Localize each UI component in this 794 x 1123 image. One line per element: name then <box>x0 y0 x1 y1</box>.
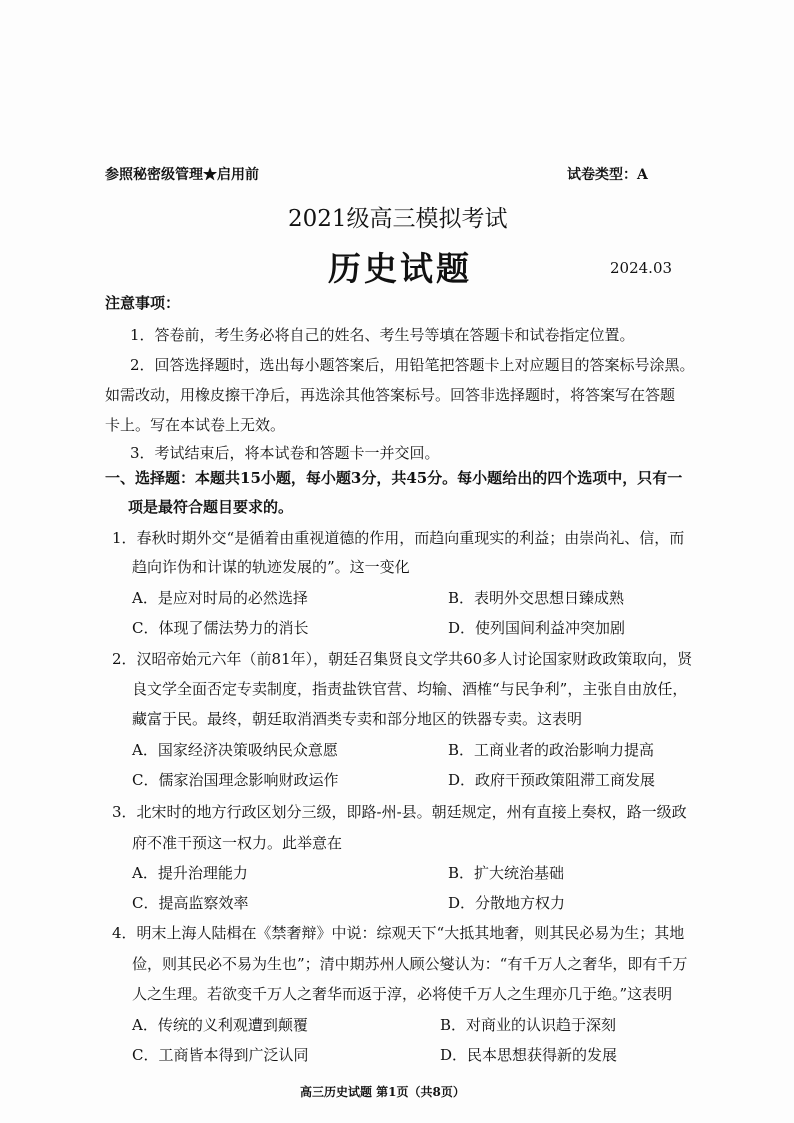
question-stem: 人之生理。若欲变千万人之奢华而返于淳，必将使千万人之生理亦几于绝。”这表明 <box>132 985 673 1003</box>
subject-title: 历史试题 <box>328 249 472 288</box>
option-d: D．政府干预政策阻滞工商发展 <box>448 771 656 789</box>
option-a: A．传统的义利观遭到颠覆 <box>132 1016 308 1034</box>
question-stem: 2．汉昭帝始元六年（前81年），朝廷召集贤良文学共60多人讨论国家财政政策取向，贤 <box>112 650 693 668</box>
question-stem: 良文学全面否定专卖制度，指责盐铁官营、均输、酒榷“与民争利”，主张自由放任， <box>132 680 688 698</box>
option-a: A．是应对时局的必然选择 <box>132 589 308 607</box>
option-c: C．工商皆本得到广泛认同 <box>132 1046 309 1064</box>
section-heading-cont: 项是最符合题目要求的。 <box>128 498 294 516</box>
paper-type-label: 试卷类型：A <box>567 167 648 183</box>
option-d: D．民本思想获得新的发展 <box>440 1046 618 1064</box>
notice-line: 如需改动，用橡皮擦干净后，再选涂其他答案标号。回答非选择题时，将答案写在答题 <box>105 386 676 404</box>
option-d: D．分散地方权力 <box>448 894 566 912</box>
notice-line: 2．回答选择题时，选出每小题答案后，用铅笔把答题卡上对应题目的答案标号涂黑。 <box>130 356 695 374</box>
option-a: A．国家经济决策吸纳民众意愿 <box>132 741 338 759</box>
option-c: C．儒家治国理念影响财政运作 <box>132 771 339 789</box>
option-b: B．表明外交思想日臻成熟 <box>448 589 625 607</box>
notice-line: 1．答卷前，考生务必将自己的姓名、考生号等填在答题卡和试卷指定位置。 <box>130 326 635 344</box>
option-b: B．工商业者的政治影响力提高 <box>448 741 655 759</box>
question-stem: 1．春秋时期外交“是循着由重视道德的作用，而趋向重现实的利益；由崇尚礼、信，而 <box>112 529 685 547</box>
question-stem: 趋向诈伪和计谋的轨迹发展的”。这一变化 <box>132 558 410 576</box>
option-b: B．对商业的认识趋于深刻 <box>440 1016 617 1034</box>
question-stem: 3．北宋时的地方行政区划分三级，即路-州-县。朝廷规定，州有直接上奏权，路一级政 <box>112 803 687 821</box>
confidential-label: 参照秘密级管理★启用前 <box>105 167 259 183</box>
option-a: A．提升治理能力 <box>132 864 248 882</box>
exam-date: 2024.03 <box>610 259 673 277</box>
page-footer: 高三历史试题 第1页（共8页） <box>300 1085 465 1099</box>
notice-line: 卡上。写在本试卷上无效。 <box>105 416 286 434</box>
notice-line: 3．考试结束后，将本试卷和答题卡一并交回。 <box>130 444 440 462</box>
question-stem: 俭，则其民必不易为生也”；清中期苏州人顾公燮认为：“有千万人之奢华，即有千万 <box>132 955 688 973</box>
option-d: D．使列国间利益冲突加剧 <box>448 619 626 637</box>
option-c: C．体现了儒法势力的消长 <box>132 619 309 637</box>
question-stem: 府不准干预这一权力。此举意在 <box>132 834 343 852</box>
exam-title: 2021级高三模拟考试 <box>288 206 508 232</box>
section-heading: 一、选择题：本题共15小题，每小题3分，共45分。每小题给出的四个选项中，只有一 <box>105 469 683 487</box>
option-c: C．提高监察效率 <box>132 894 249 912</box>
option-b: B．扩大统治基础 <box>448 864 565 882</box>
question-stem: 4．明末上海人陆楫在《禁奢辩》中说：综观天下“大抵其地奢，则其民必易为生；其地 <box>112 924 685 942</box>
notice-heading: 注意事项： <box>105 294 181 312</box>
question-stem: 藏富于民。最终，朝廷取消酒类专卖和部分地区的铁器专卖。这表明 <box>132 710 583 728</box>
